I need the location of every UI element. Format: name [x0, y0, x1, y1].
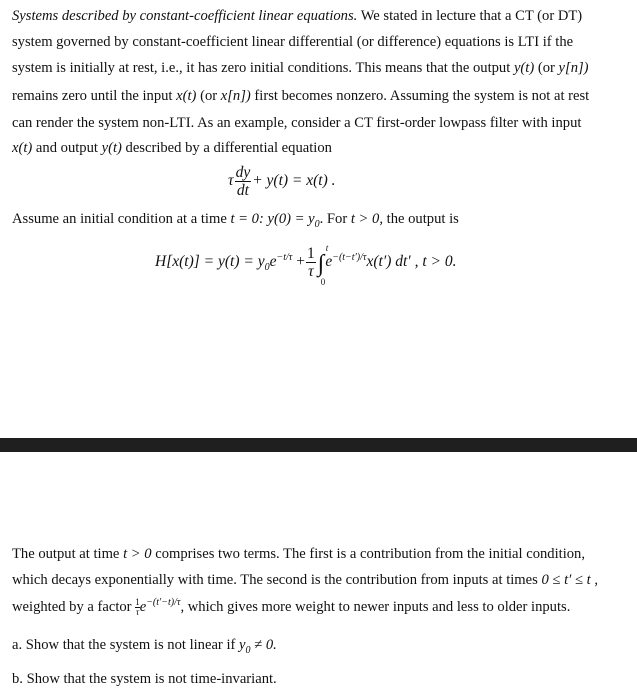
text-line-6	[12, 140, 332, 157]
text-line-5	[12, 115, 581, 132]
eq2-frac-den: τ	[306, 262, 316, 280]
separator-bar	[0, 438, 637, 452]
question-a-neq: ≠ 0.	[254, 637, 277, 653]
eq1-rest: + y(t) = x(t) .	[252, 172, 336, 190]
output-equation	[155, 243, 457, 288]
eq2-fraction	[306, 246, 316, 279]
eq2-condition: t > 0.	[422, 253, 457, 271]
eq2-exp2-sup: −(t−t′)/τ	[332, 251, 367, 263]
assume-text-b: . For	[319, 211, 348, 227]
question-b	[12, 671, 277, 688]
line-3-text: system is initially at rest, i.e., it has zero initial conditions. This means that the output	[12, 60, 511, 76]
math-y-n: y[n])	[558, 60, 589, 76]
bottom-line-2	[12, 572, 598, 589]
qa-y-sub: 0	[245, 644, 251, 656]
eq2-frac-num: 1	[306, 245, 315, 262]
assume-line	[12, 211, 459, 228]
line-6-text-b: described by a differential equation	[125, 140, 332, 156]
qa-y: y	[239, 637, 246, 653]
math-input-x: x(t)	[12, 140, 33, 156]
weight-exp: e	[139, 598, 147, 615]
eq2-exp1: e	[269, 253, 277, 271]
bottom-l1-b: comprises two terms. The first is a contribution from the initial condition,	[155, 546, 585, 562]
text-line-4	[12, 88, 589, 105]
question-a-math	[239, 637, 251, 656]
text-line-1	[12, 8, 582, 25]
y0-main: y(0) = y	[267, 211, 315, 227]
or-text: (or	[537, 60, 555, 76]
y0-sub: 0	[314, 218, 320, 230]
math-output-y: y(t)	[101, 140, 122, 156]
integral-upper-limit: t	[325, 243, 329, 254]
eq2-tail: x(t′) dt′ ,	[366, 253, 419, 271]
bottom-l1-math: t > 0	[123, 546, 152, 562]
math-t-positive: t > 0,	[350, 211, 383, 227]
bottom-l3-a: weighted by a factor	[12, 598, 132, 615]
eq2-lhs-sub: 0	[264, 262, 270, 274]
bottom-l1-a: The output at time	[12, 546, 120, 562]
eq2-exp1-sup: −t/τ	[276, 251, 293, 263]
question-b-label: b.	[12, 671, 23, 687]
line-4-text-b: first becomes nonzero. Assuming the system is not at rest	[254, 88, 590, 104]
intro-text: We stated in lecture that a CT (or DT)	[360, 8, 583, 24]
line-2-text: system governed by constant-coefficient linear differential (or difference) equations is LTI if the	[12, 34, 574, 50]
bottom-line-3	[12, 598, 570, 617]
differential-equation	[228, 165, 336, 198]
math-x-t: x(t)	[176, 88, 197, 104]
question-b-text: Show that the system is not time-invariant.	[26, 671, 277, 687]
eq2-exp2: e	[325, 253, 333, 271]
text-line-2	[12, 34, 573, 51]
bottom-l2-range: 0 ≤ t′ ≤ t ,	[541, 572, 598, 588]
assume-text-a: Assume an initial condition at a time	[12, 211, 227, 227]
question-a	[12, 637, 277, 654]
question-a-label: a.	[12, 637, 23, 653]
weight-frac-den: τ	[135, 607, 140, 617]
integral-lower-limit: 0	[320, 277, 326, 288]
frac-den: dt	[235, 181, 252, 199]
line-6-text-a: and output	[35, 140, 98, 156]
bottom-l2-a: which decays exponentially with time. The second is the contribution from inputs at times	[12, 572, 538, 588]
frac-num: dy	[235, 164, 251, 181]
math-y-t: y(t)	[513, 60, 535, 76]
bottom-line-1	[12, 546, 585, 563]
math-t-zero: t = 0:	[230, 211, 264, 227]
math-x-n: x[n])	[220, 88, 251, 104]
math-initial-condition	[267, 211, 320, 230]
dy-dt-fraction	[235, 165, 252, 198]
line-4-text-a: remains zero until the input	[12, 88, 173, 104]
or-text-2: (or	[200, 88, 218, 104]
text-line-3	[12, 60, 589, 77]
integral-sign: ∫ t 0	[317, 243, 329, 288]
assume-text-c: the output is	[386, 211, 459, 227]
weight-frac-num: 1	[135, 597, 140, 607]
eq2-lhs: H[x(t)] = y(t) = y	[155, 253, 265, 271]
tau-symbol: τ	[228, 172, 234, 190]
eq2-plus: +	[296, 253, 305, 271]
question-a-text: Show that the system is not linear if	[25, 637, 236, 653]
problem-title: Systems described by constant-coefficient linear equations.	[12, 8, 358, 24]
line-5-text: can render the system non-LTI. As an example, consider a CT first-order lowpass filter with input	[12, 115, 582, 131]
weight-exp-sup: −(t′−t)/τ	[146, 596, 181, 608]
bottom-l3-b: , which gives more weight to newer inputs and less to older inputs.	[180, 598, 571, 615]
